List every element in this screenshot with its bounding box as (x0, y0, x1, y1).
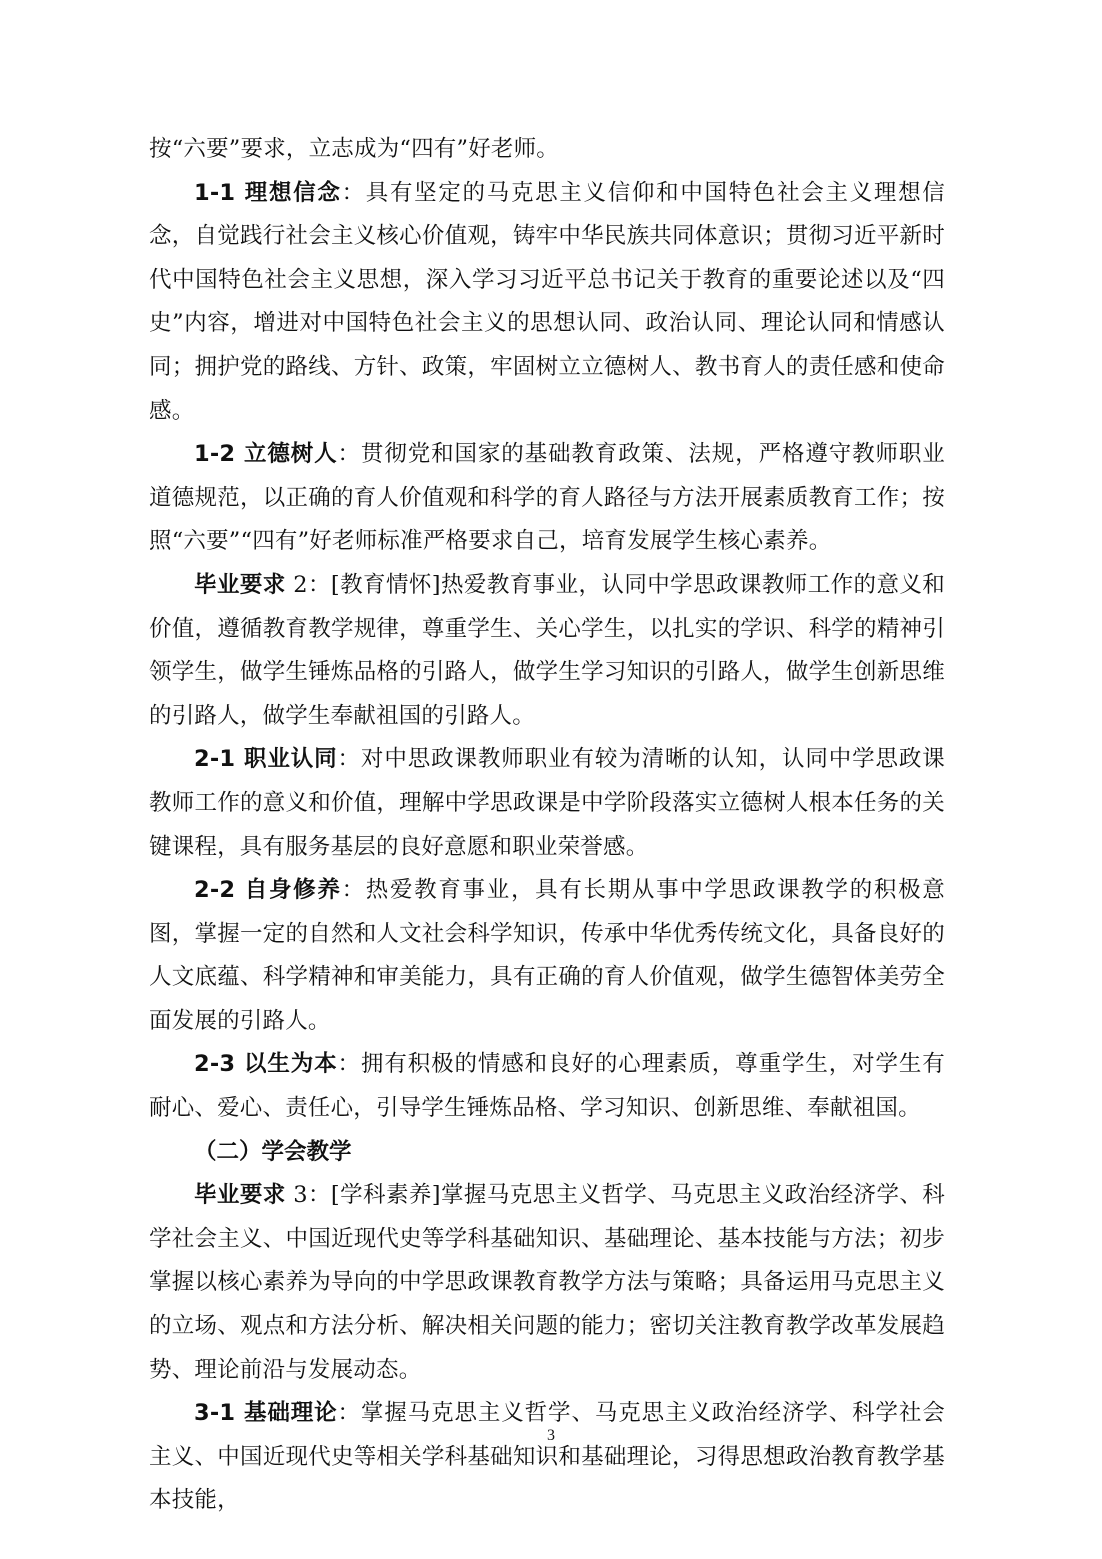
paragraph-req-3-1 (149, 1392, 945, 1523)
paragraph-label: 2-1 职业认同 (194, 746, 338, 773)
paragraph-label: 1-1 理想信念 (194, 179, 342, 206)
paragraph-text: ：贯彻党和国家的基础教育政策、法规，严格遵守教师职业道德规范，以正确的育人价值观和科学的育人路径与方法开展素质教育工作；按照“六要”“四有”好老师标准严格要求自己，培育发展学生核心素养。 (149, 441, 946, 555)
paragraph-label: 3-1 基础理论 (194, 1400, 338, 1427)
paragraph-grad-req-2 (149, 564, 945, 738)
page-number: 3 (547, 1427, 555, 1444)
paragraph-req-1-2 (149, 433, 945, 564)
paragraph-text: ：具有坚定的马克思主义信仰和中国特色社会主义理想信念，自觉践行社会主义核心价值观，铸牢中华民族共同体意识；贯彻习近平新时代中国特色社会主义思想，深入学习习近平总书记关于教育的重要论述以及“四史”内容，增进对中国特色社会主义的思想认同、政治认同、理论认同和情感认同；拥护党的路线、方针、政策，牢固树立立德树人、教书育人的责任感和使命感。 (149, 179, 945, 424)
paragraph-req-2-3 (149, 1043, 945, 1130)
paragraph-label: 2-3 以生为本 (194, 1051, 338, 1078)
paragraph-req-1-1 (149, 172, 945, 434)
paragraph-text: ：拥有积极的情感和良好的心理素质，尊重学生，对学生有耐心、爱心、责任心，引导学生锤炼品格、学习知识、创新思维、奉献祖国。 (149, 1051, 946, 1122)
document-page (149, 128, 945, 1523)
paragraph-label: 2-2 自身修养 (194, 877, 342, 904)
paragraph-req-2-2 (149, 869, 945, 1043)
paragraph-label: 毕业要求 (194, 571, 286, 598)
section-heading: （二）学会教学 (194, 1138, 352, 1165)
paragraph-text: 按“六要”要求，立志成为“四有”好老师。 (149, 136, 560, 162)
paragraph-text: ：热爱教育事业，具有长期从事中学思政课教学的积极意图，掌握一定的自然和人文社会科学知识，传承中华优秀传统文化，具备良好的人文底蕴、科学精神和审美能力，具有正确的育人价值观，做学生德智体美劳全面发展的引路人。 (149, 877, 945, 1034)
paragraph-label: 毕业要求 (194, 1182, 286, 1209)
paragraph-req-2-1 (149, 738, 945, 869)
paragraph-text: ：对中思政课教师职业有较为清晰的认知，认同中学思政课教师工作的意义和价值，理解中学思政课是中学阶段落实立德树人根本任务的关键课程，具有服务基层的良好意愿和职业荣誉感。 (149, 746, 946, 860)
paragraph-text: ：掌握马克思主义哲学、马克思主义政治经济学、科学社会主义、中国近现代史等相关学科基础知识和基础理论，习得思想政治教育教学基本技能， (149, 1400, 946, 1514)
paragraph-intro-cont (149, 128, 945, 172)
paragraph-label: 1-2 立德树人 (194, 441, 338, 468)
paragraph-text: 3：[学科素养]掌握马克思主义哲学、马克思主义政治经济学、科学社会主义、中国近现代史等学科基础知识、基础理论、基本技能与方法；初步掌握以核心素养为导向的中学思政课教育教学方法与策略；具备运用马克思主义的立场、观点和方法分析、解决相关问题的能力；密切关注教育教学改革发展趋势、理论前沿与发展动态。 (149, 1182, 945, 1383)
paragraph-grad-req-3 (149, 1174, 945, 1392)
paragraph-text: 2：[教育情怀]热爱教育事业，认同中学思政课教师工作的意义和价值，遵循教育教学规律，尊重学生、关心学生，以扎实的学识、科学的精神引领学生，做学生锤炼品格的引路人，做学生学习知识的引路人，做学生创新思维的引路人，做学生奉献祖国的引路人。 (149, 571, 945, 729)
